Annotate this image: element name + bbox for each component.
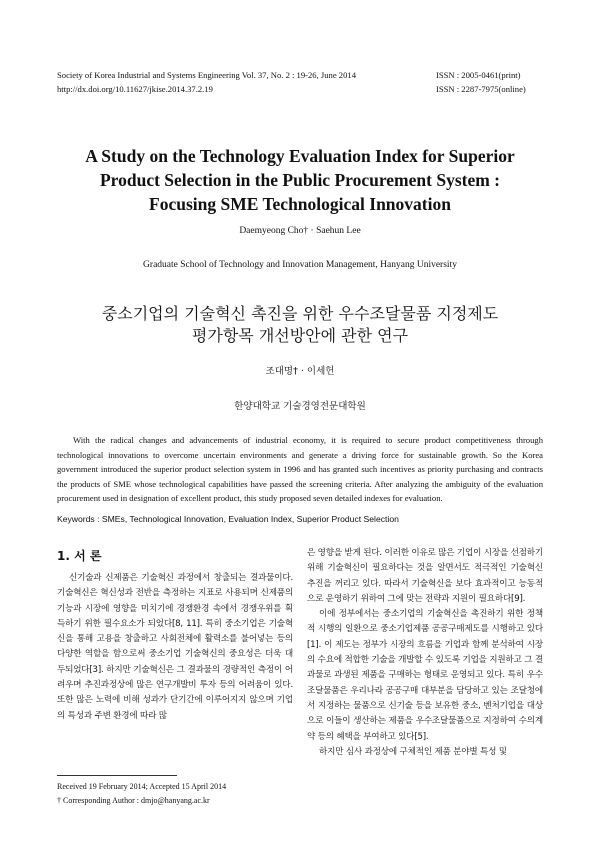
keywords-text: SMEs, Technological Innovation, Evaluation Index, Superior Product Selection [101,514,399,524]
body-column-left [57,571,293,724]
paragraph: 은 영향을 받게 된다. 이러한 이유로 많은 기업이 시장을 선점하기 위해 기술혁신이 필요하다는 것을 알면서도 적극적인 기술혁신 추진을 꺼리고 있다. 따라서 기술혁신을 보다 효과적이고 능동적으로 운영하기 위하여 그에 맞는 전략과 지원이 필요하다[9]. [307,548,543,604]
body-column-right [307,546,543,760]
paper-title-korean [40,303,560,347]
paper-title-english [40,144,560,216]
title-line: A Study on the Technology Evaluation Index for Superior [85,146,515,166]
authors-english: Daemyeong Cho† · Saehun Lee [239,226,361,236]
doi-link[interactable]: http://dx.doi.org/10.11627/jkise.2014.37.2.19 [57,84,213,94]
corresponding-author: † Corresponding Author : dmjo@hanyang.ac.kr [57,796,210,805]
title-line: 평가항목 개선방안에 관한 연구 [191,326,409,345]
paragraph: 신기술과 신제품은 기술혁신 과정에서 창출되는 결과물이다. 기술혁신은 혁신성과 전반을 측정하는 지표로 사용되며 신제품의 기능과 시장에 영향을 미치기에 경쟁환경 속에서 경쟁우위를 획득하기 위한 필수요소가 되었다[8, 11]. 특히 중소기업은 기술혁신을 통해 고용을 창출하고 사회전체에 활력소를 불어넣는 등의 다양한 역할을 함으로써 중소기업 기술혁신의 중요성은 더욱 대두되었다[3]. 하지만 기술혁신은 그 결과물의 경량적인 측정이 어려우며 추진과정상에 많은 연구개발비 투자 등의 어려움이 있다. 또한 많은 노력에 비해 성과가 단기간에 이루어지지 않으며 기업의 특성과 주변 환경에 따라 많 [57,573,293,721]
title-line: Focusing SME Technological Innovation [149,194,451,214]
paragraph: 이에 정부에서는 중소기업의 기술혁신을 촉진하기 위한 정책적 시행의 일환으로 중소기업제품 공공구매제도를 시행하고 있다[1]. 이 제도는 정부가 시장의 흐름을 기업과 함께 분석하여 시장의 수요에 적합한 기술을 개발할 수 있도록 기업을 지원하고 그 결과물로 과생된 제품을 구매하는 형태로 운영되고 있다. 특히 우수조달물품은 우리나라 공공구매 대부분을 담당하고 있는 조달청에서 지정하는 물품으로 신기술 등을 보유한 중소, 벤처기업을 대상으로 이들이 생산하는 제품을 우수조달물품으로 지정하여 수의계약 등의 혜택을 부여하고 있다[5]. [307,609,543,742]
keywords-label: Keywords : [57,514,102,524]
footnote-divider [57,775,177,776]
keywords [57,514,399,524]
abstract: With the radical changes and advancements of industrial economy, it is required to secure product competitiveness through technological innovations to overcome uncertain environments and generate a driving force for sustainable growth. So the Korea government introduced the superior product selection system in 1996 and has granted such incentives as priority purchasing and contracts the products of SME whose technological capabilities have passed the screening criteria. After analyzing the ambiguity of the evaluation procurement used in designation of excellent product, this study proposed seven detailed indexes for evaluation. [57,435,543,503]
issn-print: ISSN : 2005-0461(print) [436,70,521,80]
authors-korean: 조대명† · 이세헌 [265,366,335,377]
received-date: Received 19 February 2014; Accepted 15 April 2014 [57,782,227,791]
section-heading-introduction: 1. 서 론 [57,549,102,563]
journal-citation: Society of Korea Industrial and Systems Engineering Vol. 37, No. 2 : 19-26, June 2014 [57,70,356,80]
title-line: Product Selection in the Public Procurement System : [99,170,501,190]
affiliation-english: Graduate School of Technology and Innovation Management, Hanyang University [143,260,457,270]
paragraph: 하지만 심사 과정상에 구체적인 제품 분야별 특성 및 [319,746,507,757]
affiliation-korean: 한양대학교 기술경영전문대학원 [234,401,366,412]
issn-online: ISSN : 2287-7975(online) [436,84,526,94]
title-line: 중소기업의 기술혁신 촉진을 위한 우수조달물품 지정제도 [101,304,499,323]
